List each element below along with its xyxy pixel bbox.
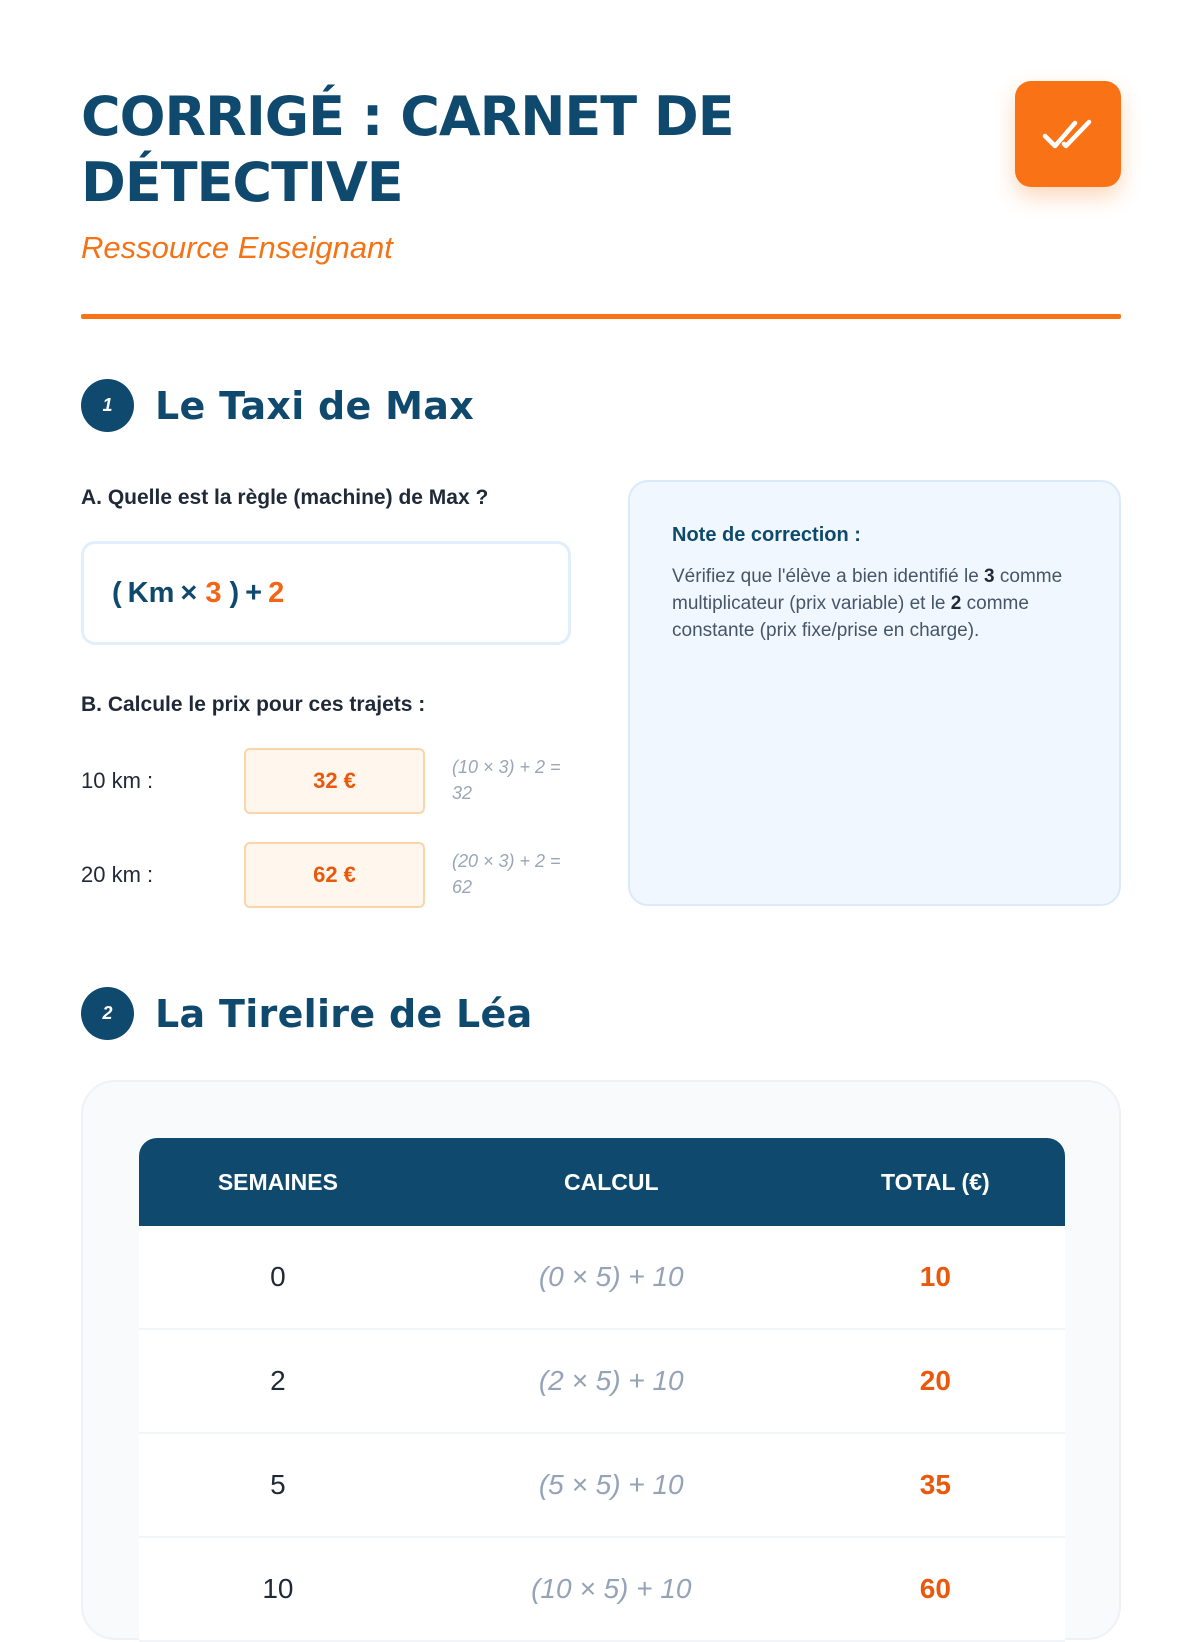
note-text: Vérifiez que l'élève a bien identifié le 3 comme multiplicateur (prix variable) et le 2 comme constante (prix fixe/prise en charge).: [672, 566, 1063, 641]
rule-answer-box: [81, 541, 571, 645]
trip-calculation-note: (20 × 3) + 2 = 62: [452, 851, 561, 897]
total-cell: 10: [806, 1226, 1065, 1330]
double-check-icon: [1042, 117, 1094, 151]
total-cell: 35: [806, 1434, 1065, 1538]
weeks-cell: 5: [139, 1434, 417, 1538]
question-a: A. Quelle est la règle (machine) de Max ?: [81, 486, 489, 509]
calculation-cell: (10 × 5) + 10: [417, 1538, 806, 1642]
section-title: Le Taxi de Max: [155, 383, 475, 428]
column-header-calculation: CALCUL: [417, 1138, 806, 1226]
rule-times: ×: [180, 576, 198, 609]
section-title: La Tirelire de Léa: [155, 991, 533, 1036]
table-row: [139, 1226, 1065, 1330]
trip-answer-box: 32 €: [244, 748, 425, 814]
calculation-cell: (0 × 5) + 10: [417, 1226, 806, 1330]
table-header-row: [139, 1138, 1065, 1226]
section-2-header: [81, 987, 533, 1040]
header-divider: [81, 314, 1121, 319]
section-1-header: [81, 379, 474, 432]
rule-close-paren: ): [229, 576, 240, 609]
calculation-cell: (2 × 5) + 10: [417, 1330, 806, 1434]
table-row: [139, 1538, 1065, 1642]
section-number-badge: 1: [81, 379, 134, 432]
rule-constant: 2: [268, 576, 285, 609]
weeks-cell: 2: [139, 1330, 417, 1434]
total-cell: 20: [806, 1330, 1065, 1434]
trip-calculation-note: (10 × 3) + 2 = 32: [452, 757, 561, 803]
rule-open-paren: (: [112, 576, 122, 609]
page-subtitle: Ressource Enseignant: [81, 230, 393, 265]
note-title: Note de correction :: [672, 524, 861, 546]
answer-key-badge: [1015, 81, 1121, 187]
savings-table-card: [81, 1080, 1121, 1640]
table-row: [139, 1434, 1065, 1538]
question-b: B. Calcule le prix pour ces trajets :: [81, 693, 426, 716]
trip-answer-box: 62 €: [244, 842, 425, 908]
total-cell: 60: [806, 1538, 1065, 1642]
column-header-total: TOTAL (€): [806, 1138, 1065, 1226]
calculation-cell: (5 × 5) + 10: [417, 1434, 806, 1538]
savings-table: [139, 1138, 1065, 1642]
column-header-weeks: SEMAINES: [139, 1138, 417, 1226]
correction-note: [628, 480, 1121, 906]
trip-label: 20 km :: [81, 862, 154, 887]
weeks-cell: 10: [139, 1538, 417, 1642]
rule-variable: Km: [127, 576, 175, 609]
table-row: [139, 1330, 1065, 1434]
rule-plus: +: [245, 576, 263, 609]
weeks-cell: 0: [139, 1226, 417, 1330]
page-title: CORRIGÉ : CARNET DE DÉTECTIVE: [81, 85, 734, 214]
trip-label: 10 km :: [81, 768, 154, 793]
rule-multiplier: 3: [205, 576, 222, 609]
section-number-badge: 2: [81, 987, 134, 1040]
